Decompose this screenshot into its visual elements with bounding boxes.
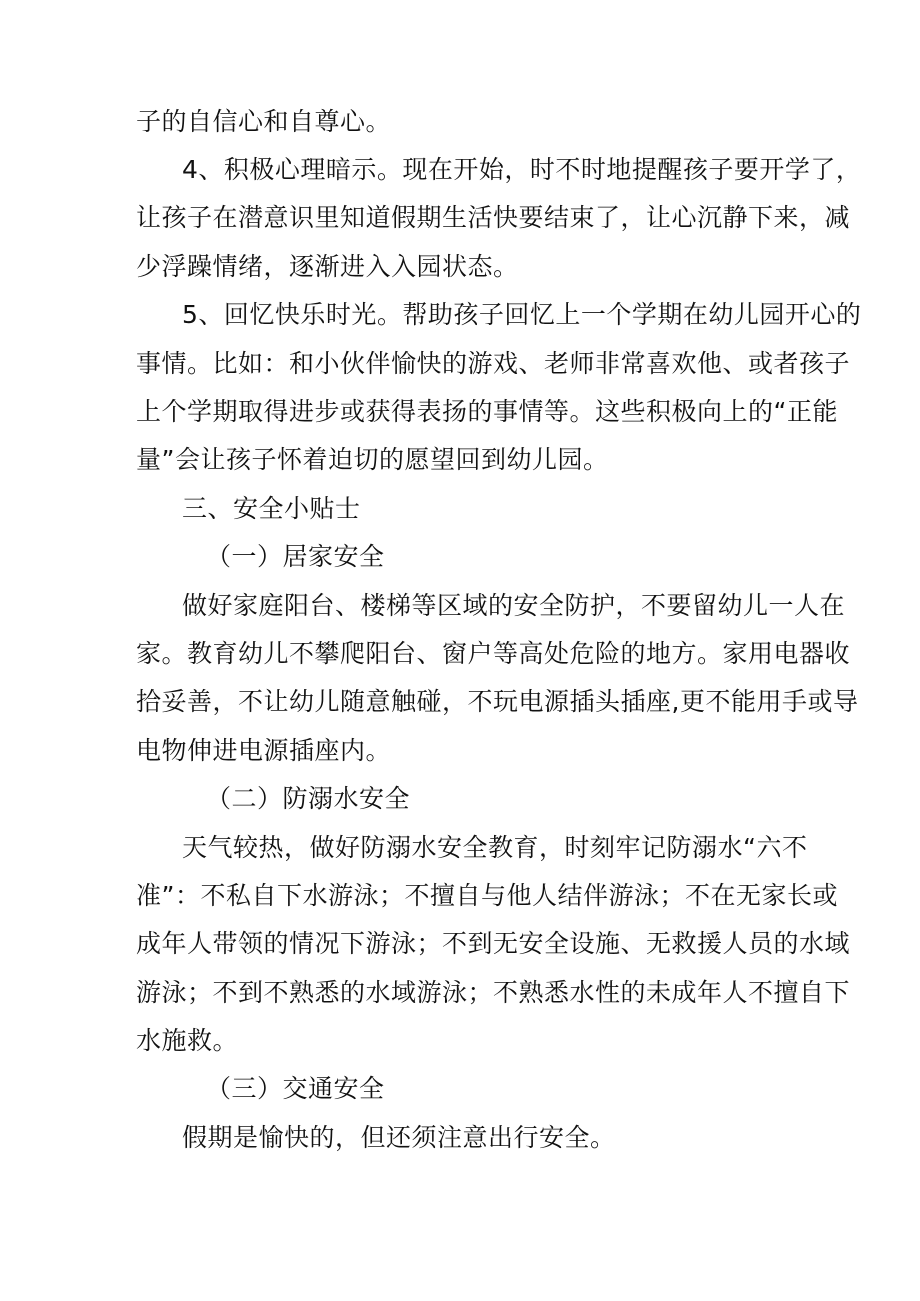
text-line: 5、回忆快乐时光。帮助孩子回忆上一个学期在幼儿园开心的 (182, 300, 862, 329)
text-line: 事情。比如：和小伙伴愉快的游戏、老师非常喜欢他、或者孩子 (136, 349, 851, 378)
text-line: 游泳；不到不熟悉的水域游泳；不熟悉水性的未成年人不擅自下 (136, 978, 851, 1007)
text-line: 子的自信心和自尊心。 (136, 107, 392, 136)
subsection-heading: （二）防溺水安全 (206, 784, 411, 813)
text-line: 电物伸进电源插座内。 (136, 736, 392, 765)
text-line: 拾妥善，不让幼儿随意触碰，不玩电源插头插座,更不能用手或导 (136, 687, 859, 716)
text-line: 家。教育幼儿不攀爬阳台、窗户等高处危险的地方。家用电器收 (136, 639, 851, 668)
text-line: 少浮躁情绪，逐渐进入入园状态。 (136, 252, 519, 281)
text-line: 做好家庭阳台、楼梯等区域的安全防护，不要留幼儿一人在 (182, 591, 846, 620)
subsection-heading: （一）居家安全 (206, 542, 385, 571)
text-line: 假期是愉快的，但还须注意出行安全。 (182, 1123, 616, 1152)
text-line: 让孩子在潜意识里知道假期生活快要结束了，让心沉静下来，减 (136, 203, 851, 232)
section-heading: 三、安全小贴士 (182, 494, 361, 523)
text-line: 成年人带领的情况下游泳；不到无安全设施、无救援人员的水域 (136, 929, 851, 958)
text-line: 4、积极心理暗示。现在开始，时不时地提醒孩子要开学了， (182, 155, 862, 184)
text-line: 水施救。 (136, 1026, 239, 1055)
text-line: 准”：不私自下水游泳；不擅自与他人结伴游泳；不在无家长或 (136, 881, 838, 910)
text-line: 天气较热，做好防溺水安全教育，时刻牢记防溺水“六不 (182, 833, 808, 862)
subsection-heading: （三）交通安全 (206, 1074, 385, 1103)
text-line: 量”会让孩子怀着迫切的愿望回到幼儿园。 (136, 445, 609, 474)
text-line: 上个学期取得进步或获得表扬的事情等。这些积极向上的“正能 (136, 397, 838, 426)
